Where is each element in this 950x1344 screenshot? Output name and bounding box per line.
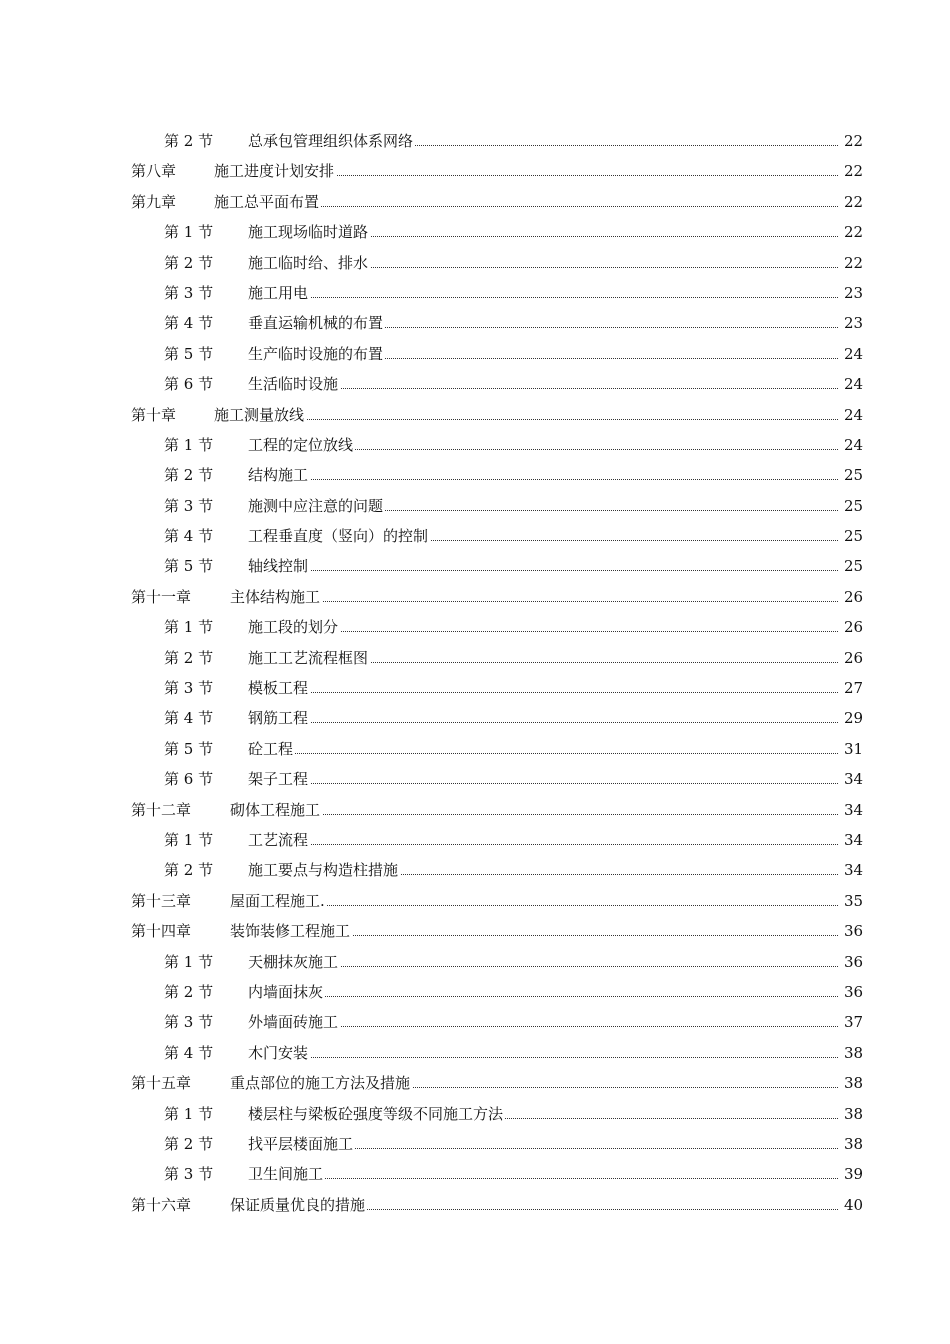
toc-page-number: 40 (844, 1195, 864, 1214)
toc-entry-number: 第十六章 (131, 1195, 192, 1214)
toc-entry-number: 第十三章 (131, 891, 192, 910)
toc-entry-chapter[interactable] (0, 186, 950, 216)
toc-entry-title: 外墙面砖施工 (248, 1013, 339, 1032)
toc-page-number: 22 (844, 223, 864, 242)
toc-entry-title: 工程垂直度（竖向）的控制 (248, 527, 429, 546)
toc-entry-number: 第八章 (131, 162, 177, 181)
toc-entry-chapter[interactable] (0, 155, 950, 185)
toc-page-number: 22 (844, 132, 864, 150)
toc-entry-number: 第 5 节 (164, 739, 214, 758)
toc-page-number: 38 (844, 1074, 864, 1093)
toc-entry-number: 第 1 节 (164, 952, 214, 971)
toc-entry-number: 第 4 节 (164, 527, 214, 546)
toc-dot-leader (321, 601, 838, 602)
toc-entry-number: 第 3 节 (164, 283, 214, 302)
toc-page-number: 34 (844, 861, 864, 880)
toc-entry-section[interactable] (0, 824, 950, 854)
toc-entry-section[interactable] (0, 125, 950, 155)
toc-entry-number: 第 3 节 (164, 1013, 214, 1032)
toc-entry-title: 重点部位的施工方法及措施 (230, 1074, 411, 1093)
toc-entry-section[interactable] (0, 429, 950, 459)
toc-entry-section[interactable] (0, 459, 950, 489)
toc-entry-number: 第 2 节 (164, 253, 214, 272)
toc-dot-leader (324, 996, 838, 997)
toc-entry-section[interactable] (0, 763, 950, 793)
toc-entry-section[interactable] (0, 520, 950, 550)
toc-dot-leader (326, 905, 838, 906)
toc-entry-title: 生产临时设施的布置 (248, 344, 384, 363)
toc-entry-section[interactable] (0, 368, 950, 398)
toc-entry-title: 施工段的划分 (248, 618, 339, 637)
toc-entry-number: 第十一章 (131, 587, 192, 606)
toc-entry-section[interactable] (0, 733, 950, 763)
toc-entry-title: 架子工程 (248, 770, 309, 789)
toc-entry-number: 第 4 节 (164, 709, 214, 728)
toc-page-number: 34 (844, 770, 864, 789)
toc-entry-title: 钢筋工程 (248, 709, 309, 728)
toc-entry-section[interactable] (0, 1128, 950, 1158)
toc-dot-leader (354, 449, 838, 450)
toc-page-number: 36 (844, 952, 864, 971)
toc-dot-leader (399, 874, 838, 875)
toc-entry-title: 找平层楼面施工 (248, 1134, 354, 1153)
toc-page-number: 24 (844, 344, 864, 363)
toc-entry-chapter[interactable] (0, 794, 950, 824)
toc-entry-number: 第 1 节 (164, 618, 214, 637)
toc-entry-number: 第十章 (131, 405, 177, 424)
toc-entry-title: 天棚抹灰施工 (248, 952, 339, 971)
toc-page-number: 22 (844, 253, 864, 272)
toc-dot-leader (294, 753, 838, 754)
toc-entry-title: 保证质量优良的措施 (230, 1195, 366, 1214)
toc-entry-number: 第 5 节 (164, 344, 214, 363)
toc-entry-number: 第十四章 (131, 922, 192, 941)
toc-entry-title: 装饰装修工程施工 (230, 922, 351, 941)
toc-page-number: 23 (844, 314, 864, 333)
toc-dot-leader (309, 783, 838, 784)
toc-entry-number: 第 2 节 (164, 132, 214, 150)
toc-dot-leader (309, 570, 838, 571)
toc-entry-title: 模板工程 (248, 679, 309, 698)
toc-entry-number: 第 2 节 (164, 466, 214, 485)
toc-entry-title: 施测中应注意的问题 (248, 496, 384, 515)
toc-page-number: 25 (844, 527, 864, 546)
toc-page-number: 26 (844, 648, 864, 667)
toc-dot-leader (309, 844, 838, 845)
toc-entry-number: 第 1 节 (164, 223, 214, 242)
toc-page-number: 24 (844, 375, 864, 394)
toc-page-number: 26 (844, 587, 864, 606)
toc-entry-title: 木门安装 (248, 1043, 309, 1062)
toc-page-number: 38 (844, 1043, 864, 1062)
toc-entry-title: 生活临时设施 (248, 375, 339, 394)
toc-entry-section[interactable] (0, 611, 950, 641)
toc-dot-leader (324, 1178, 838, 1179)
toc-entry-number: 第 3 节 (164, 1165, 214, 1184)
toc-dot-leader (369, 662, 838, 663)
toc-entry-title: 砼工程 (248, 739, 294, 758)
toc-entry-title: 楼层柱与梁板砼强度等级不同施工方法 (248, 1104, 504, 1123)
toc-entry-section[interactable] (0, 338, 950, 368)
toc-entry-title: 施工进度计划安排 (214, 162, 335, 181)
toc-dot-leader (339, 631, 838, 632)
toc-entry-section[interactable] (0, 1158, 950, 1188)
toc-page-number: 36 (844, 982, 864, 1001)
toc-dot-leader (321, 814, 838, 815)
toc-entry-number: 第 6 节 (164, 770, 214, 789)
toc-entry-title: 垂直运输机械的布置 (248, 314, 384, 333)
toc-entry-chapter[interactable] (0, 1067, 950, 1097)
toc-page-number: 24 (844, 435, 864, 454)
toc-entry-number: 第 4 节 (164, 314, 214, 333)
toc-entry-title: 总承包管理组织体系网络 (248, 132, 414, 150)
toc-entry-section[interactable] (0, 550, 950, 580)
toc-entry-title: 施工要点与构造柱措施 (248, 861, 399, 880)
toc-entry-number: 第 3 节 (164, 679, 214, 698)
toc-entry-title: 工艺流程 (248, 830, 309, 849)
table-of-contents (0, 125, 950, 1219)
toc-entry-number: 第九章 (131, 192, 177, 211)
toc-entry-section[interactable] (0, 672, 950, 702)
toc-dot-leader (354, 1148, 838, 1149)
toc-entry-title: 施工现场临时道路 (248, 223, 369, 242)
toc-dot-leader (366, 1209, 838, 1210)
toc-entry-chapter[interactable] (0, 581, 950, 611)
toc-entry-title: 砌体工程施工 (230, 800, 321, 819)
toc-page-number: 35 (844, 891, 864, 910)
toc-dot-leader (369, 236, 838, 237)
toc-dot-leader (339, 1026, 838, 1027)
toc-entry-section[interactable] (0, 277, 950, 307)
toc-dot-leader (309, 479, 838, 480)
toc-entry-chapter[interactable] (0, 885, 950, 915)
toc-page-number: 39 (844, 1165, 864, 1184)
toc-entry-chapter[interactable] (0, 1189, 950, 1219)
toc-page-number: 25 (844, 466, 864, 485)
toc-page-number: 29 (844, 709, 864, 728)
toc-entry-section[interactable] (0, 247, 950, 277)
toc-page-number: 27 (844, 679, 864, 698)
toc-dot-leader (369, 267, 838, 268)
toc-entry-chapter[interactable] (0, 399, 950, 429)
toc-entry-number: 第 1 节 (164, 1104, 214, 1123)
toc-page-number: 22 (844, 162, 864, 181)
toc-dot-leader (351, 935, 838, 936)
toc-entry-title: 结构施工 (248, 466, 309, 485)
toc-page-number: 24 (844, 405, 864, 424)
toc-dot-leader (414, 145, 838, 146)
toc-entry-title: 主体结构施工 (230, 587, 321, 606)
toc-entry-number: 第 2 节 (164, 648, 214, 667)
toc-entry-number: 第十五章 (131, 1074, 192, 1093)
toc-entry-title: 轴线控制 (248, 557, 309, 576)
toc-entry-section[interactable] (0, 1037, 950, 1067)
toc-dot-leader (339, 966, 838, 967)
toc-page-number: 38 (844, 1104, 864, 1123)
toc-entry-number: 第 1 节 (164, 435, 214, 454)
toc-entry-number: 第 2 节 (164, 861, 214, 880)
toc-entry-title: 施工用电 (248, 283, 309, 302)
toc-page-number: 25 (844, 496, 864, 515)
toc-dot-leader (305, 419, 838, 420)
toc-entry-section[interactable] (0, 642, 950, 672)
toc-entry-section[interactable] (0, 216, 950, 246)
toc-entry-title: 施工测量放线 (214, 405, 305, 424)
toc-dot-leader (309, 692, 838, 693)
toc-dot-leader (429, 540, 838, 541)
toc-dot-leader (320, 206, 838, 207)
toc-page-number: 26 (844, 618, 864, 637)
toc-entry-section[interactable] (0, 1098, 950, 1128)
toc-page-number: 22 (844, 192, 864, 211)
toc-entry-title: 卫生间施工 (248, 1165, 324, 1184)
toc-entry-section[interactable] (0, 1006, 950, 1036)
toc-dot-leader (384, 358, 838, 359)
toc-dot-leader (309, 1057, 838, 1058)
toc-entry-number: 第 1 节 (164, 830, 214, 849)
toc-dot-leader (309, 722, 838, 723)
toc-page-number: 37 (844, 1013, 864, 1032)
toc-entry-number: 第 2 节 (164, 1134, 214, 1153)
toc-entry-title: 施工总平面布置 (214, 192, 320, 211)
toc-entry-title: 内墙面抹灰 (248, 982, 324, 1001)
toc-page-number: 36 (844, 922, 864, 941)
toc-page-number: 34 (844, 800, 864, 819)
toc-page-number: 31 (844, 739, 864, 758)
toc-entry-title: 屋面工程施工. (230, 891, 325, 910)
toc-entry-number: 第 6 节 (164, 375, 214, 394)
toc-dot-leader (309, 297, 838, 298)
toc-entry-title: 工程的定位放线 (248, 435, 354, 454)
toc-entry-title: 施工临时给、排水 (248, 253, 369, 272)
toc-page-number: 38 (844, 1134, 864, 1153)
toc-entry-section[interactable] (0, 976, 950, 1006)
toc-page-number: 23 (844, 283, 864, 302)
toc-entry-title: 施工工艺流程框图 (248, 648, 369, 667)
toc-entry-number: 第 2 节 (164, 982, 214, 1001)
toc-entry-number: 第 3 节 (164, 496, 214, 515)
toc-entry-chapter[interactable] (0, 915, 950, 945)
toc-dot-leader (384, 510, 838, 511)
toc-page-number: 34 (844, 830, 864, 849)
toc-entry-section[interactable] (0, 702, 950, 732)
toc-dot-leader (335, 175, 838, 176)
toc-dot-leader (504, 1118, 838, 1119)
toc-entry-section[interactable] (0, 946, 950, 976)
toc-entry-number: 第 5 节 (164, 557, 214, 576)
toc-entry-section[interactable] (0, 490, 950, 520)
toc-dot-leader (384, 327, 838, 328)
toc-dot-leader (411, 1087, 838, 1088)
toc-page-number: 25 (844, 557, 864, 576)
toc-entry-number: 第十二章 (131, 800, 192, 819)
toc-entry-number: 第 4 节 (164, 1043, 214, 1062)
toc-entry-section[interactable] (0, 307, 950, 337)
toc-entry-section[interactable] (0, 854, 950, 884)
toc-dot-leader (339, 388, 838, 389)
